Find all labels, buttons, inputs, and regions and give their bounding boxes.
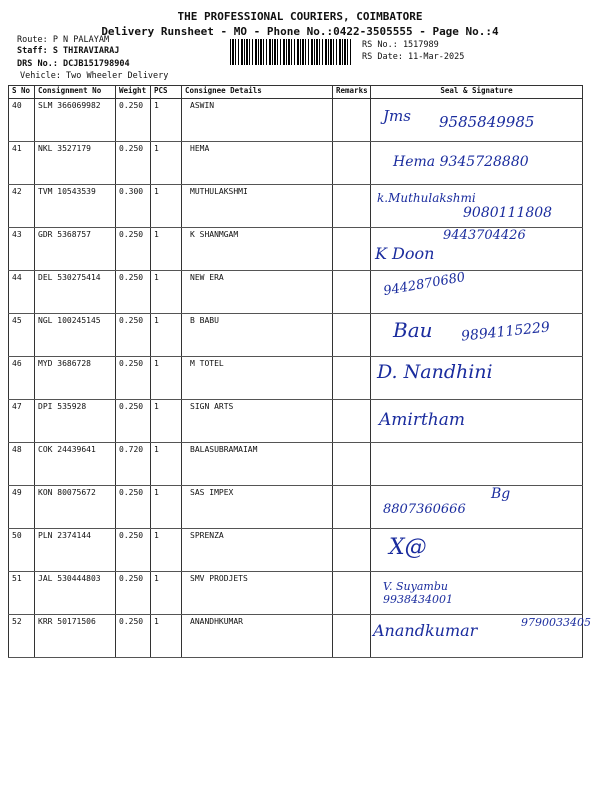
- cell-sno: 49: [9, 486, 35, 529]
- col-header-consignee: Consignee Details: [182, 86, 333, 99]
- route-label: Route: P N PALAYAM: [17, 35, 110, 45]
- cell-consignee: SMV PRODJETS: [182, 572, 333, 615]
- cell-consignment: TVM 10543539: [35, 185, 116, 228]
- cell-remarks: [333, 142, 371, 185]
- staff-label: Staff: S THIRAVIARAJ: [17, 46, 120, 56]
- col-header-sno: S No: [9, 86, 35, 99]
- cell-signature: [371, 615, 591, 658]
- cell-weight: 0.250: [116, 357, 151, 400]
- table-row: [9, 443, 583, 486]
- cell-signature: [371, 486, 583, 529]
- cell-weight: 0.250: [116, 314, 151, 357]
- cell-consignment: JAL 530444803: [35, 572, 116, 615]
- cell-remarks: [333, 400, 371, 443]
- cell-remarks: [333, 271, 371, 314]
- cell-pcs: 1: [151, 142, 182, 185]
- handwritten-signature-mark: K Doon: [375, 244, 435, 263]
- cell-signature: [371, 529, 583, 572]
- cell-consignment: MYD 3686728: [35, 357, 116, 400]
- runsheet-title: Delivery Runsheet - MO - Phone No.:0422-3505555 - Page No.:4: [101, 25, 499, 38]
- cell-signature: [371, 400, 583, 443]
- cell-consignment: KON 80075672: [35, 486, 116, 529]
- cell-remarks: [333, 529, 371, 572]
- cell-weight: 0.250: [116, 271, 151, 314]
- cell-pcs: 1: [151, 228, 182, 271]
- cell-signature: [371, 142, 583, 185]
- cell-signature: [371, 314, 583, 357]
- cell-signature: [371, 572, 583, 615]
- handwritten-signature: 9894115229: [460, 319, 551, 345]
- cell-consignment: NKL 3527179: [35, 142, 116, 185]
- cell-sno: 40: [9, 99, 35, 142]
- cell-pcs: 1: [151, 443, 182, 486]
- delivery-table: [8, 85, 591, 658]
- handwritten-signature-mark: Anandkumar: [373, 621, 478, 640]
- table-row: [9, 529, 583, 572]
- cell-consignee: K SHANMGAM: [182, 228, 333, 271]
- cell-sno: 50: [9, 529, 35, 572]
- table-row: [9, 314, 583, 357]
- table-row: [9, 572, 583, 615]
- cell-signature: [371, 99, 583, 142]
- cell-consignee: HEMA: [182, 142, 333, 185]
- table-row: [9, 357, 583, 400]
- handwritten-signature-mark: Jms: [383, 107, 411, 125]
- cell-consignee: B BABU: [182, 314, 333, 357]
- cell-signature: [371, 271, 583, 314]
- cell-pcs: 1: [151, 314, 182, 357]
- cell-sno: 46: [9, 357, 35, 400]
- vehicle-label: Vehicle: Two Wheeler Delivery: [20, 71, 169, 81]
- handwritten-signature-mark: Bau: [393, 318, 433, 342]
- cell-consignment: DPI 535928: [35, 400, 116, 443]
- cell-weight: 0.250: [116, 228, 151, 271]
- table-row: [9, 271, 583, 314]
- cell-pcs: 1: [151, 271, 182, 314]
- cell-remarks: [333, 357, 371, 400]
- company-name: THE PROFESSIONAL COURIERS, COIMBATORE: [177, 10, 423, 23]
- handwritten-signature-mark: X@: [389, 535, 427, 560]
- cell-consignment: KRR 50171506: [35, 615, 116, 658]
- cell-sno: 47: [9, 400, 35, 443]
- cell-consignee: SAS IMPEX: [182, 486, 333, 529]
- cell-consignee: NEW ERA: [182, 271, 333, 314]
- cell-consignment: COK 24439641: [35, 443, 116, 486]
- table-row: [9, 142, 583, 185]
- cell-pcs: 1: [151, 357, 182, 400]
- cell-consignment: DEL 530275414: [35, 271, 116, 314]
- cell-weight: 0.250: [116, 400, 151, 443]
- handwritten-signature: 9443704426: [443, 228, 526, 243]
- table-row: [9, 400, 583, 443]
- cell-consignee: MUTHULAKSHMI: [182, 185, 333, 228]
- cell-remarks: [333, 615, 371, 658]
- cell-signature: [371, 228, 583, 271]
- cell-signature: [371, 357, 583, 400]
- cell-signature: [371, 185, 583, 228]
- cell-pcs: 1: [151, 572, 182, 615]
- cell-weight: 0.250: [116, 99, 151, 142]
- cell-weight: 0.250: [116, 615, 151, 658]
- handwritten-signature-mark: Bg: [491, 486, 511, 502]
- cell-consignee: SPRENZA: [182, 529, 333, 572]
- cell-weight: 0.720: [116, 443, 151, 486]
- table-row: [9, 185, 583, 228]
- handwritten-signature: D. Nandhini: [377, 361, 493, 383]
- cell-consignment: NGL 100245145: [35, 314, 116, 357]
- handwritten-signature: 9790033405: [521, 616, 591, 629]
- cell-consignee: M TOTEL: [182, 357, 333, 400]
- table-row: [9, 486, 583, 529]
- cell-pcs: 1: [151, 400, 182, 443]
- cell-consignment: SLM 366069982: [35, 99, 116, 142]
- handwritten-signature-mark: k.Muthulakshmi: [377, 191, 476, 205]
- barcode-image: [230, 39, 353, 65]
- col-header-weight: Weight: [116, 86, 151, 99]
- cell-pcs: 1: [151, 529, 182, 572]
- handwritten-signature: Amirtham: [379, 410, 465, 430]
- cell-weight: 0.300: [116, 185, 151, 228]
- cell-remarks: [333, 185, 371, 228]
- cell-sno: 44: [9, 271, 35, 314]
- table-row: [9, 615, 583, 658]
- cell-remarks: [333, 443, 371, 486]
- cell-remarks: [333, 486, 371, 529]
- cell-consignee: ASWIN: [182, 99, 333, 142]
- rs-date: RS Date: 11-Mar-2025: [362, 52, 465, 62]
- cell-signature: [371, 443, 583, 486]
- cell-sno: 43: [9, 228, 35, 271]
- handwritten-signature: Hema 9345728880: [393, 154, 529, 170]
- cell-pcs: 1: [151, 615, 182, 658]
- cell-consignee: BALASUBRAMAIAM: [182, 443, 333, 486]
- cell-sno: 51: [9, 572, 35, 615]
- cell-remarks: [333, 228, 371, 271]
- col-header-remarks: Remarks: [333, 86, 371, 99]
- cell-consignee: ANANDHKUMAR: [182, 615, 333, 658]
- cell-sno: 52: [9, 615, 35, 658]
- cell-sno: 45: [9, 314, 35, 357]
- cell-consignment: PLN 2374144: [35, 529, 116, 572]
- cell-remarks: [333, 314, 371, 357]
- rs-number: RS No.: 1517989: [362, 40, 439, 50]
- cell-consignee: SIGN ARTS: [182, 400, 333, 443]
- cell-pcs: 1: [151, 486, 182, 529]
- cell-weight: 0.250: [116, 142, 151, 185]
- table-row: [9, 228, 583, 271]
- cell-sno: 41: [9, 142, 35, 185]
- cell-weight: 0.250: [116, 529, 151, 572]
- cell-pcs: 1: [151, 185, 182, 228]
- cell-weight: 0.250: [116, 486, 151, 529]
- handwritten-signature: 9080111808: [463, 205, 553, 221]
- col-header-consignment: Consignment No: [35, 86, 116, 99]
- col-header-pcs: PCS: [151, 86, 182, 99]
- cell-remarks: [333, 99, 371, 142]
- cell-remarks: [333, 572, 371, 615]
- table-header-row: [9, 86, 583, 99]
- handwritten-signature: 9442870680: [382, 269, 467, 300]
- drs-number: DRS No.: DCJB151798904: [17, 59, 130, 69]
- cell-pcs: 1: [151, 99, 182, 142]
- col-header-seal: Seal & Signature: [371, 86, 583, 99]
- cell-weight: 0.250: [116, 572, 151, 615]
- cell-sno: 42: [9, 185, 35, 228]
- handwritten-signature: 9585849985: [439, 113, 535, 131]
- cell-sno: 48: [9, 443, 35, 486]
- handwritten-signature: V. Suyambu 9938434001: [383, 580, 453, 606]
- cell-consignment: GDR 5368757: [35, 228, 116, 271]
- handwritten-signature: 8807360666: [383, 502, 466, 517]
- table-row: [9, 99, 583, 142]
